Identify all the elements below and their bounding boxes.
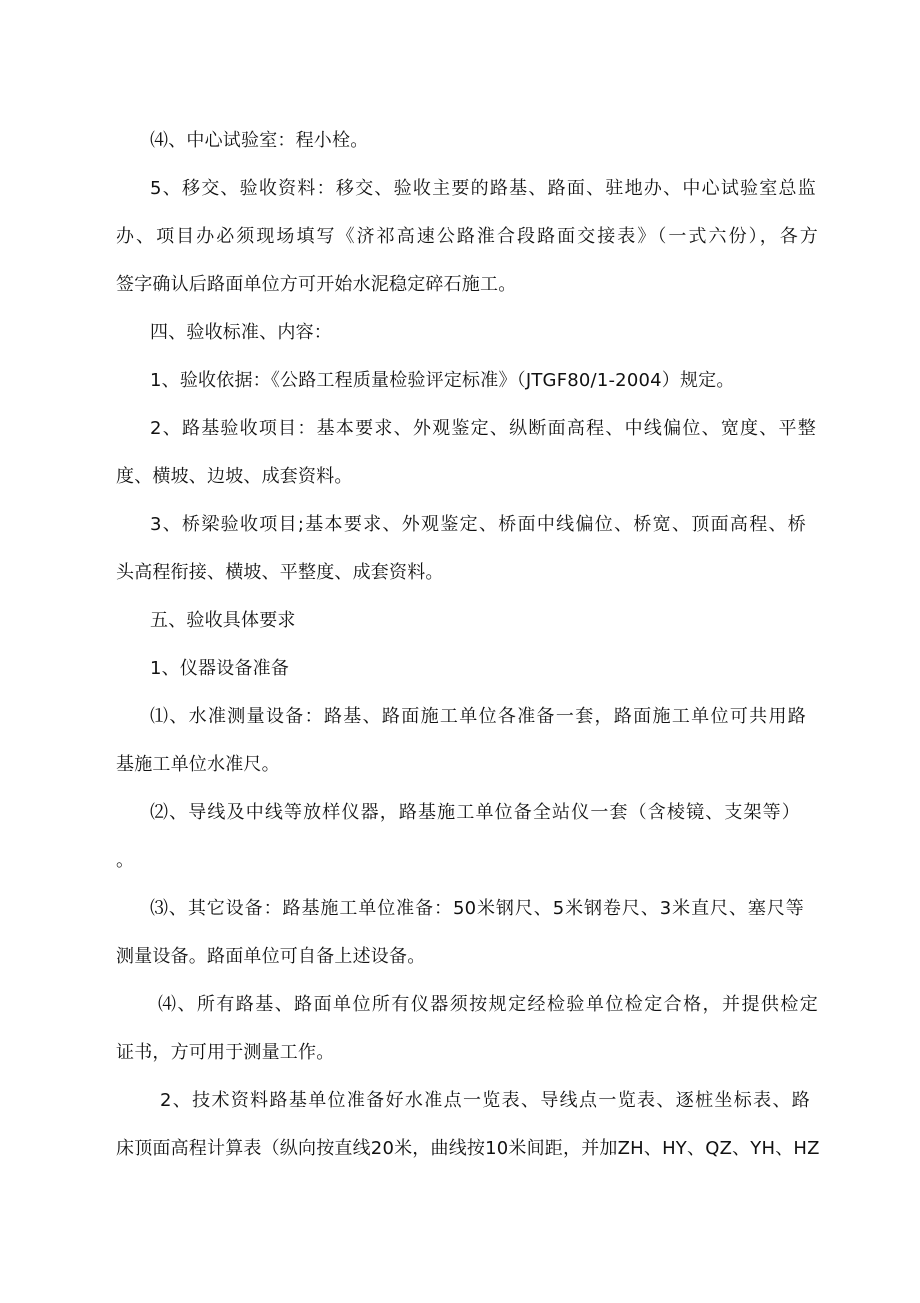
doc-line-21: 2、技术资料路基单位准备好水准点一览表、导线点一览表、逐桩坐标表、路 <box>160 1090 810 1111</box>
doc-line-8: 度、横坡、边坡、成套资料。 <box>116 466 353 487</box>
doc-line-14: 基施工单位水准尺。 <box>116 754 280 775</box>
doc-line-20: 证书，方可用于测量工作。 <box>116 1042 335 1063</box>
doc-line-1: ⑷、中心试验室：程小栓。 <box>150 130 369 151</box>
doc-line-17: ⑶、其它设备：路基施工单位准备：50米钢尺、5米钢卷尺、3米直尺、塞尺等 <box>150 898 804 919</box>
doc-line-7: 2、路基验收项目：基本要求、外观鉴定、纵断面高程、中线偏位、宽度、平整 <box>150 418 816 439</box>
doc-line-13: ⑴、水准测量设备：路基、路面施工单位各准备一套，路面施工单位可共用路 <box>150 706 806 727</box>
doc-line-3: 办、项目办必须现场填写《济祁高速公路淮合段路面交接表》（一式六份），各方 <box>116 226 818 247</box>
doc-line-6: 1、验收依据：《公路工程质量检验评定标准》（JTGF80/1-2004）规定。 <box>150 370 735 391</box>
doc-line-5: 四、验收标准、内容： <box>150 322 332 343</box>
doc-line-4: 签字确认后路面单位方可开始水泥稳定碎石施工。 <box>116 274 517 295</box>
doc-line-19: ⑷、所有路基、路面单位所有仪器须按规定经检验单位检定合格，并提供检定 <box>158 994 818 1015</box>
doc-line-15: ⑵、导线及中线等放样仪器，路基施工单位备全站仪一套（含棱镜、支架等） <box>150 802 800 823</box>
doc-line-2: 5、移交、验收资料：移交、验收主要的路基、路面、驻地办、中心试验室总监 <box>150 178 816 199</box>
doc-line-12: 1、仪器设备准备 <box>150 658 290 679</box>
doc-line-11: 五、验收具体要求 <box>150 610 296 631</box>
doc-line-16: 。 <box>116 850 135 871</box>
doc-line-10: 头高程衔接、横坡、平整度、成套资料。 <box>116 562 444 583</box>
doc-line-9: 3、桥梁验收项目;基本要求、外观鉴定、桥面中线偏位、桥宽、顶面高程、桥 <box>150 514 806 535</box>
doc-line-22: 床顶面高程计算表（纵向按直线20米，曲线按10米间距，并加ZH、HY、QZ、YH、HZ <box>116 1138 820 1159</box>
doc-line-18: 测量设备。路面单位可自备上述设备。 <box>116 946 426 967</box>
